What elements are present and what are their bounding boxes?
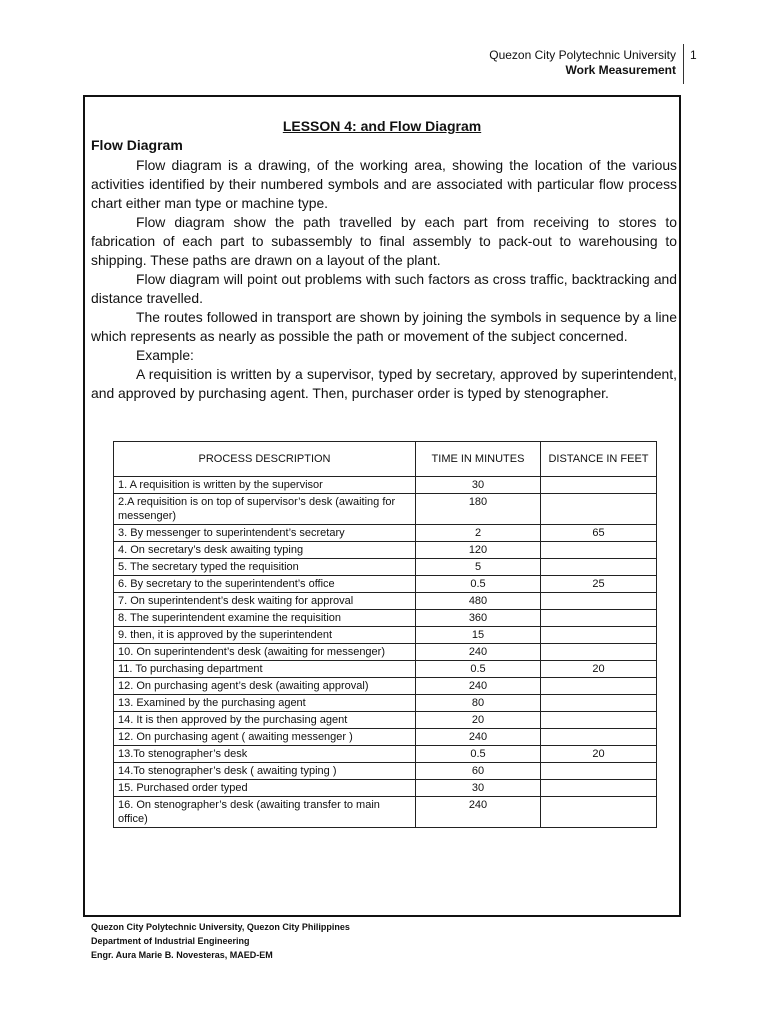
cell-time: 240 xyxy=(416,644,541,661)
header-time: TIME IN MINUTES xyxy=(416,442,541,477)
cell-time: 240 xyxy=(416,729,541,746)
cell-time: 20 xyxy=(416,712,541,729)
table-row xyxy=(114,576,657,593)
cell-description: 13.To stenographer’s desk xyxy=(114,746,416,763)
cell-time: 15 xyxy=(416,627,541,644)
table-row xyxy=(114,559,657,576)
cell-time: 80 xyxy=(416,695,541,712)
table-row xyxy=(114,712,657,729)
cell-description: 15. Purchased order typed xyxy=(114,780,416,797)
paragraph: The routes followed in transport are shown by joining the symbols in sequence by a line which represents as nearly as possible the path or movement of the subject concerned. xyxy=(91,309,677,344)
cell-distance xyxy=(541,678,657,695)
footer-author: Engr. Aura Marie B. Novesteras, MAED-EM xyxy=(91,950,273,960)
paragraph: A requisition is written by a supervisor, typed by secretary, approved by superintendent, and approved by purchasing agent. Then, purchaser order is typed by stenographer. xyxy=(91,366,677,401)
table-row xyxy=(114,610,657,627)
cell-description: 3. By messenger to superintendent’s secretary xyxy=(114,525,416,542)
cell-description: 10. On superintendent’s desk (awaiting for messenger) xyxy=(114,644,416,661)
header-distance: DISTANCE IN FEET xyxy=(541,442,657,477)
cell-time: 30 xyxy=(416,477,541,494)
cell-time: 0.5 xyxy=(416,661,541,678)
cell-description: 16. On stenographer’s desk (awaiting transfer to main office) xyxy=(114,797,416,828)
process-table xyxy=(113,441,657,828)
cell-distance xyxy=(541,644,657,661)
cell-description: 5. The secretary typed the requisition xyxy=(114,559,416,576)
cell-distance xyxy=(541,593,657,610)
cell-time: 0.5 xyxy=(416,576,541,593)
table-row xyxy=(114,644,657,661)
cell-description: 13. Examined by the purchasing agent xyxy=(114,695,416,712)
cell-distance: 65 xyxy=(541,525,657,542)
cell-distance xyxy=(541,729,657,746)
cell-description: 12. On purchasing agent’s desk (awaiting approval) xyxy=(114,678,416,695)
cell-distance xyxy=(541,477,657,494)
cell-distance xyxy=(541,763,657,780)
page-number: 1 xyxy=(690,48,697,62)
cell-distance: 20 xyxy=(541,661,657,678)
cell-distance xyxy=(541,542,657,559)
cell-description: 14.To stenographer’s desk ( awaiting typing ) xyxy=(114,763,416,780)
table-row xyxy=(114,627,657,644)
cell-description: 12. On purchasing agent ( awaiting messenger ) xyxy=(114,729,416,746)
cell-distance xyxy=(541,494,657,525)
table-row xyxy=(114,494,657,525)
page-header xyxy=(489,48,676,78)
table-row xyxy=(114,477,657,494)
cell-description: 1. A requisition is written by the supervisor xyxy=(114,477,416,494)
cell-time: 5 xyxy=(416,559,541,576)
table-row xyxy=(114,525,657,542)
cell-distance xyxy=(541,712,657,729)
cell-time: 2 xyxy=(416,525,541,542)
table-row xyxy=(114,763,657,780)
header-process-description: PROCESS DESCRIPTION xyxy=(114,442,416,477)
header-course: Work Measurement xyxy=(565,63,676,77)
cell-distance xyxy=(541,695,657,712)
cell-distance: 20 xyxy=(541,746,657,763)
cell-description: 6. By secretary to the superintendent’s office xyxy=(114,576,416,593)
cell-time: 60 xyxy=(416,763,541,780)
cell-description: 7. On superintendent’s desk waiting for approval xyxy=(114,593,416,610)
paragraph: Flow diagram is a drawing, of the working area, showing the location of the various activities identified by their numbered symbols and are associated with particular flow process chart either man type or machine type. xyxy=(91,157,677,211)
cell-description: 9. then, it is approved by the superintendent xyxy=(114,627,416,644)
cell-description: 8. The superintendent examine the requisition xyxy=(114,610,416,627)
footer-department: Department of Industrial Engineering xyxy=(91,936,250,946)
table-row xyxy=(114,661,657,678)
table-row xyxy=(114,780,657,797)
cell-description: 14. It is then approved by the purchasing agent xyxy=(114,712,416,729)
section-title: Flow Diagram xyxy=(91,137,183,153)
body-text xyxy=(91,156,677,403)
cell-time: 360 xyxy=(416,610,541,627)
cell-distance xyxy=(541,780,657,797)
table-header-row xyxy=(114,442,657,477)
cell-time: 0.5 xyxy=(416,746,541,763)
cell-distance: 25 xyxy=(541,576,657,593)
paragraph: Flow diagram will point out problems with such factors as cross traffic, backtracking and distance travelled. xyxy=(91,271,677,306)
cell-description: 4. On secretary’s desk awaiting typing xyxy=(114,542,416,559)
table-row xyxy=(114,678,657,695)
cell-time: 30 xyxy=(416,780,541,797)
footer-university: Quezon City Polytechnic University, Quezon City Philippines xyxy=(91,922,350,932)
cell-time: 180 xyxy=(416,494,541,525)
table-row xyxy=(114,797,657,828)
header-divider xyxy=(683,44,684,84)
paragraph: Example: xyxy=(136,347,194,363)
header-university: Quezon City Polytechnic University xyxy=(489,48,676,62)
table-row xyxy=(114,746,657,763)
cell-description: 2.A requisition is on top of supervisor’s desk (awaiting for messenger) xyxy=(114,494,416,525)
cell-distance xyxy=(541,610,657,627)
cell-time: 120 xyxy=(416,542,541,559)
lesson-title: LESSON 4: and Flow Diagram xyxy=(282,118,482,134)
cell-time: 240 xyxy=(416,678,541,695)
table-row xyxy=(114,729,657,746)
page-footer xyxy=(91,920,350,962)
cell-time: 480 xyxy=(416,593,541,610)
table-row xyxy=(114,542,657,559)
table-row xyxy=(114,695,657,712)
cell-distance xyxy=(541,559,657,576)
cell-distance xyxy=(541,797,657,828)
paragraph: Flow diagram show the path travelled by each part from receiving to stores to fabrication of each part to subassembly to final assembly to pack-out to warehousing to shipping. These paths are drawn on a layout of the plant. xyxy=(91,214,677,268)
cell-description: 11. To purchasing department xyxy=(114,661,416,678)
cell-time: 240 xyxy=(416,797,541,828)
table-row xyxy=(114,593,657,610)
table-body xyxy=(114,477,657,828)
cell-distance xyxy=(541,627,657,644)
